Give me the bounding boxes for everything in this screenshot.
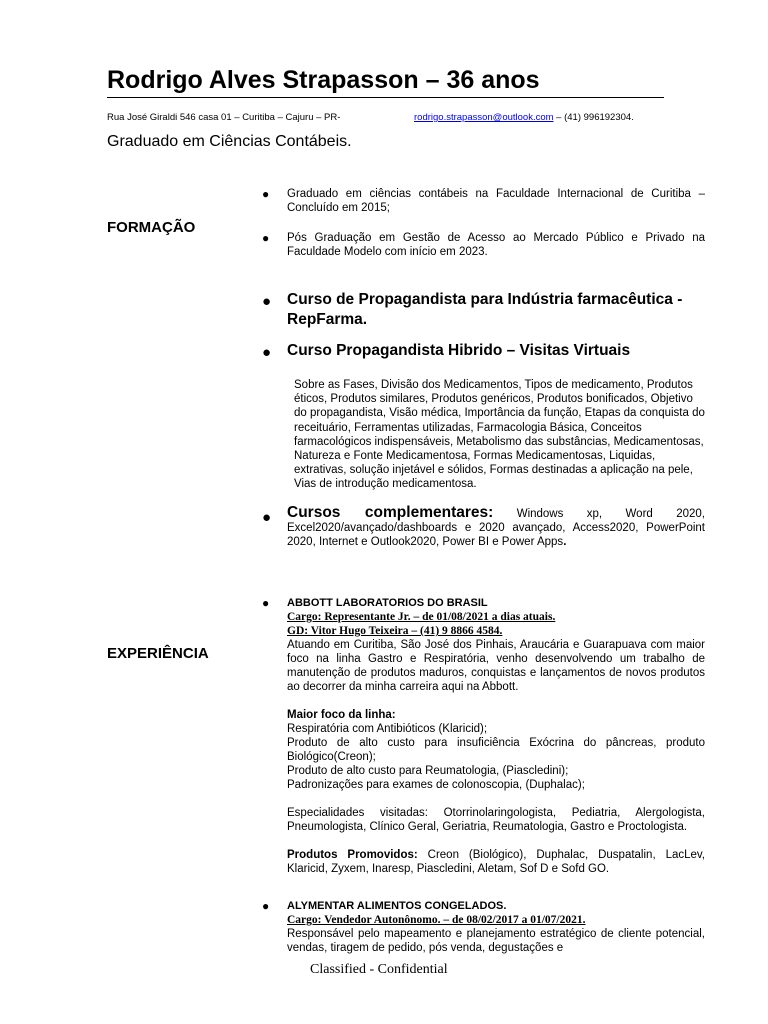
complementary-text: Windows xp, Word 2020, Excel2020/avançado/dashboards e 2020 avançado, Access2020, PowerPoint 2020, Internet e Outlook2020, Power BI e Power Apps: [287, 508, 706, 548]
job-role: Cargo: Representante Jr. – de 01/08/2021 a dias atuais.: [287, 611, 556, 623]
products-list: Creon (Biológico), Duphalac, Duspatalin, LacLev, Klaricid, Zyxem, Inaresp, Piascledini, Aletam, Sof D e Sofd GO.: [287, 849, 706, 875]
job-description: Atuando em Curitiba, São José dos Pinhais, Araucária e Guarapuava com maior foco na linha Gastro e Respiratória, venho desenvolvendo um trabalho de manutenção de produtos maduros, conquistas e lançamentos de novos produtos ao decorrer da minha carreira aqui na Abbott.: [287, 639, 705, 693]
job-entry: [287, 899, 705, 955]
focus-line: Respiratória com Antibióticos (Klaricid);: [287, 723, 488, 735]
bullet-icon: ●: [262, 187, 270, 201]
section-title-formacao: FORMAÇÃO: [107, 219, 196, 236]
bullet-icon: ●: [262, 509, 272, 526]
email-phone-group: [414, 112, 634, 123]
list-item: [262, 290, 705, 330]
bullet-icon: ●: [262, 596, 270, 610]
focus-line: Padronizações para exames de colonoscopia, (Duphalac);: [287, 779, 585, 791]
specialties: Especialidades visitadas: Otorrinolaringologista, Pediatria, Alergologista, Pneumologista, Clínico Geral, Geriatria, Reumatologia, Gastro e Proctologista.: [287, 807, 705, 833]
products-promoted: [287, 848, 705, 876]
course-title: Curso de Propagandista para Indústria farmacêutica - RepFarma.: [287, 291, 683, 328]
job-manager: GD: Vitor Hugo Teixeira – (41) 9 8866 4584.: [287, 625, 503, 637]
job-description: Responsável pelo mapeamento e planejamento estratégico de cliente potencial, vendas, tiragem de pedido, pós venda, degustações e: [287, 928, 705, 954]
course-title: Curso Propagandista Hibrido – Visitas Virtuais: [287, 342, 631, 359]
focus-title: Maior foco da linha:: [287, 709, 396, 721]
headline: Graduado em Ciências Contábeis.: [107, 133, 352, 150]
address: Rua José Giraldi 546 casa 01 – Curitiba – Cajuru – PR-: [107, 112, 341, 123]
job-entry: [287, 596, 705, 876]
list-item: [262, 341, 705, 361]
products-label: Produtos Promovidos:: [287, 849, 418, 861]
complementary-end: .: [563, 536, 567, 548]
company-name: ABBOTT LABORATORIOS DO BRASIL: [287, 597, 488, 609]
bullet-icon: ●: [262, 293, 272, 310]
list-item: [262, 187, 705, 215]
list-item: [262, 899, 705, 955]
contact-line: [107, 112, 634, 123]
job-role: Cargo: Vendedor Autonônomo. – de 08/02/2017 a 01/07/2021.: [287, 914, 586, 926]
bullet-icon: ●: [262, 231, 270, 245]
education-item: Pós Graduação em Gestão de Acesso ao Mercado Público e Privado na Faculdade Modelo com início em 2023.: [287, 232, 705, 258]
classification-footer: Classified - Confidential: [310, 962, 448, 977]
section-title-experiencia: EXPERIÊNCIA: [107, 645, 209, 662]
course-description: Sobre as Fases, Divisão dos Medicamentos, Tipos de medicamento, Produtos éticos, Produtos similares, Produtos genéricos, Produtos bonificados, Objetivo do propagandista, Visão médica, Importância da função, Etapas da conquista do receituário, Ferramentas utilizadas, Farmacologia Básica, Conceitos farmacológicos indispensáveis, Metabolismo das substâncias, Medicamentosas, Natureza e Fonte Medicamentosa, Formas Medicamentosas, Liquidas, extrativas, solução injetável e sólidos, Formas destinadas a aplicação na pele, Vias de introdução medicamentosa.: [294, 379, 705, 491]
bullet-icon: ●: [262, 899, 270, 913]
candidate-name: Rodrigo Alves Strapasson – 36 anos: [107, 66, 540, 94]
complementary-courses: [287, 506, 705, 549]
bullet-icon: ●: [262, 344, 272, 361]
list-item: [262, 231, 705, 259]
list-item: [262, 506, 705, 549]
focus-line: Produto de alto custo para insuficiência Exócrina do pâncreas, produto Biológico(Creon);: [287, 737, 705, 763]
phone: – (41) 996192304.: [553, 112, 634, 123]
focus-line: Produto de alto custo para Reumatologia, (Piascledini);: [287, 765, 569, 777]
list-item: [262, 596, 705, 876]
education-item: Graduado em ciências contábeis na Faculdade Internacional de Curitiba – Concluído em 2015;: [287, 188, 705, 214]
company-name: ALYMENTAR ALIMENTOS CONGELADOS.: [287, 900, 507, 912]
complementary-lead: Cursos complementares:: [287, 504, 494, 521]
email-link[interactable]: rodrigo.strapasson@outlook.com: [414, 112, 554, 123]
header-divider: [107, 97, 664, 98]
